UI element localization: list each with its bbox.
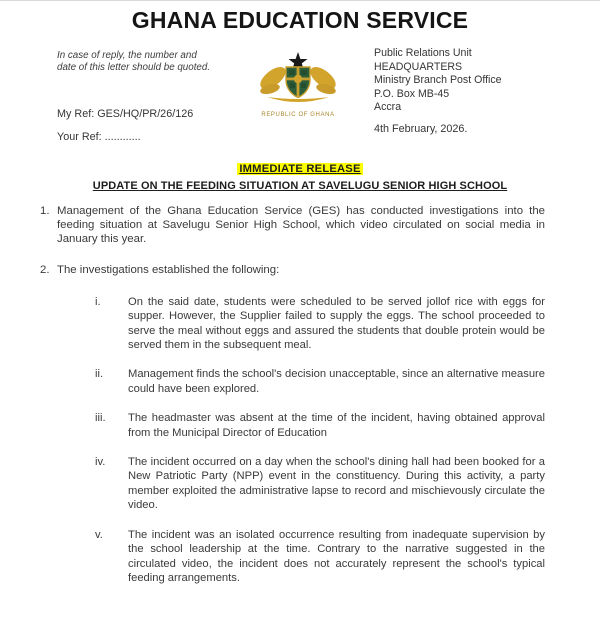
finding-numeral: iii. bbox=[95, 412, 106, 425]
finding-text: On the said date, students were scheduled to be served jollof rice with eggs for supper. However, the Supplier failed to supply the eggs. The school proceeded to serve the meal without eggs and assured the students that double protein would be served them in the subsequent meal. bbox=[128, 295, 545, 352]
immediate-release-tag: IMMEDIATE RELEASE bbox=[239, 163, 361, 175]
findings-list bbox=[95, 295, 545, 586]
letter-body bbox=[40, 204, 545, 600]
finding-numeral: v. bbox=[95, 528, 103, 541]
finding-item-iii bbox=[95, 411, 545, 440]
finding-item-ii bbox=[95, 367, 545, 396]
address-line: Public Relations Unit bbox=[374, 47, 472, 59]
sender-address-block bbox=[374, 47, 502, 115]
paragraph-number: 1. bbox=[40, 205, 50, 217]
paragraph-1 bbox=[40, 204, 545, 247]
finding-text: Management finds the school's decision unacceptable, since an alternative measure could have been explored. bbox=[128, 368, 545, 395]
paragraph-text: Management of the Ghana Education Service (GES) has conducted investigations into the feeding situation at Savelugu Senior High School, which video circulated on social media in January this year. bbox=[57, 205, 545, 246]
finding-numeral: iv. bbox=[95, 456, 106, 469]
your-ref-line: Your Ref: ............ bbox=[57, 131, 141, 143]
subject-line: UPDATE ON THE FEEDING SITUATION AT SAVELUGU SENIOR HIGH SCHOOL bbox=[92, 180, 508, 192]
ghana-coat-of-arms bbox=[249, 51, 347, 118]
finding-numeral: ii. bbox=[95, 368, 104, 381]
paragraph-2 bbox=[40, 263, 545, 277]
paragraph-number: 2. bbox=[40, 263, 50, 276]
finding-item-iv bbox=[95, 455, 545, 513]
reply-note-line2: date of this letter should be quoted. bbox=[57, 62, 211, 73]
finding-item-i bbox=[95, 295, 545, 353]
address-line: Accra bbox=[374, 101, 402, 114]
finding-numeral: i. bbox=[95, 295, 101, 308]
finding-text: The incident occurred on a day when the school's dining hall had been booked for a New Patriotic Party (NPP) event in the constituency. During this activity, a party member exploited the administrative lapse to record and mischievously circulate the video. bbox=[128, 456, 545, 512]
finding-text: The headmaster was absent at the time of the incident, having obtained approval from the Municipal Director of Education bbox=[128, 412, 545, 439]
ghana-coat-of-arms-icon bbox=[253, 51, 343, 106]
reply-instruction-note bbox=[57, 50, 210, 74]
page-title: GHANA EDUCATION SERVICE bbox=[131, 7, 469, 33]
reply-note-line1: In case of reply, the number and bbox=[57, 50, 197, 61]
my-ref-line: My Ref: GES/HQ/PR/26/126 bbox=[57, 108, 194, 120]
finding-item-v bbox=[95, 528, 545, 586]
address-line: Ministry Branch Post Office bbox=[374, 74, 502, 87]
finding-text: The incident was an isolated occurrence resulting from inadequate supervision by the school leadership at the time. Contrary to the narrative suggested in the circulated video, the incident does not accurately represent the school's typical feeding arrangements. bbox=[128, 528, 545, 584]
paragraph-text: The investigations established the following: bbox=[57, 263, 280, 276]
address-line: P.O. Box MB-45 bbox=[374, 87, 450, 100]
emblem-caption: REPUBLIC OF GHANA bbox=[261, 112, 335, 118]
letter-date: 4th February, 2026. bbox=[374, 123, 468, 135]
letter-headings bbox=[0, 159, 600, 192]
address-line: HEADQUARTERS bbox=[374, 60, 463, 73]
